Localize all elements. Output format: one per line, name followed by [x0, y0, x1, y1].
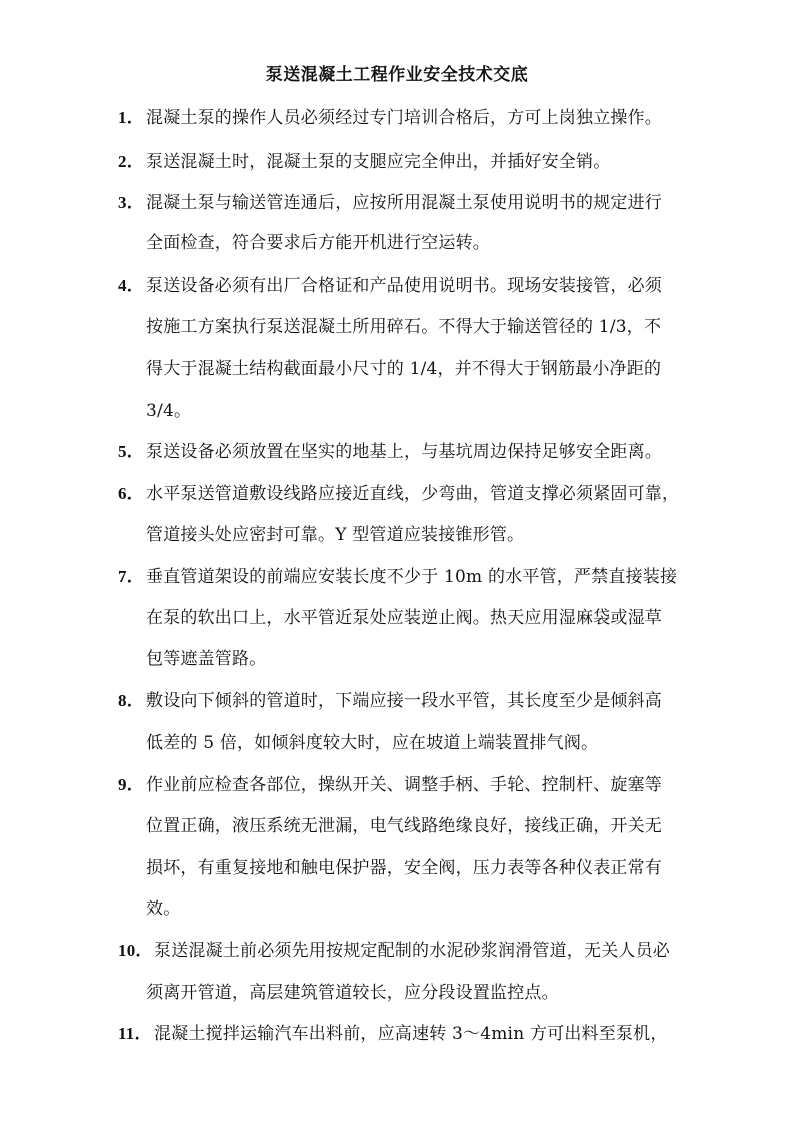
item-continuation-line: 在泵的软出口上，水平管近泵处应装逆止阀。热天应用湿麻袋或湿草: [146, 608, 662, 628]
item-continuation-line: 得大于混凝土结构截面最小尺寸的 1/4，并不得大于钢筋最小净距的: [146, 359, 662, 379]
item-continuation-line: 全面检查，符合要求后方能开机进行空运转。: [146, 233, 490, 253]
item-number: 11．: [118, 1024, 152, 1043]
item-number: 6．: [118, 484, 144, 503]
item-continuation-line: 效。: [146, 899, 181, 919]
item-number: 5．: [118, 442, 144, 461]
list-item-3: [118, 188, 662, 218]
item-number: 1．: [118, 108, 144, 127]
item-text: 混凝土搅拌运输汽车出料前，应高速转 3～4min 方可出料至泵机，: [154, 1024, 668, 1044]
item-text: 敷设向下倾斜的管道时，下端应接一段水平管，其长度至少是倾斜高: [146, 691, 662, 711]
item-continuation-line: 损坏，有重复接地和触电保护器，安全阀，压力表等各种仪表正常有: [146, 858, 662, 878]
item-text: 水平泵送管道敷设线路应接近直线，少弯曲，管道支撑必须紧固可靠，: [146, 484, 680, 504]
item-continuation-line: 低差的 5 倍，如倾斜度较大时，应在坡道上端装置排气阀。: [146, 733, 599, 753]
list-item-1: [118, 103, 662, 133]
item-text: 作业前应检查各部位，操纵开关、调整手柄、手轮、控制杆、旋塞等: [146, 775, 662, 795]
item-text: 泵送设备必须放置在坚实的地基上，与基坑周边保持足够安全距离。: [146, 442, 662, 462]
list-item-10: [118, 936, 670, 966]
item-number: 8．: [118, 691, 144, 710]
list-item-9: [118, 770, 662, 800]
document-title: 泵送混凝土工程作业安全技术交底: [265, 65, 529, 85]
item-text: 垂直管道架设的前端应安装长度不少于 10m 的水平管，严禁直接装接: [146, 567, 678, 587]
item-continuation-line: 3/4。: [146, 401, 192, 421]
item-text: 泵送混凝土前必须先用按规定配制的水泥砂浆润滑管道，无关人员必: [154, 941, 670, 961]
item-text: 泵送混凝土时，混凝土泵的支腿应完全伸出，并插好安全销。: [146, 152, 611, 172]
list-item-4: [118, 271, 662, 301]
item-number: 4．: [118, 276, 144, 295]
item-number: 2．: [118, 152, 144, 171]
item-continuation-line: 须离开管道，高层建筑管道较长，应分段设置监控点。: [146, 983, 559, 1003]
item-continuation-line: 按施工方案执行泵送混凝土所用碎石。不得大于输送管径的 1/3，不: [146, 317, 662, 337]
list-item-6: [118, 479, 679, 509]
item-number: 3．: [118, 193, 144, 212]
item-continuation-line: 位置正确，液压系统无泄漏，电气线路绝缘良好，接线正确，开关无: [146, 816, 662, 836]
item-continuation-line: 包等遮盖管路。: [146, 649, 267, 669]
item-text: 混凝土泵与输送管连通后，应按所用混凝土泵使用说明书的规定进行: [146, 193, 662, 213]
list-item-11: [118, 1019, 668, 1049]
item-continuation-line: 管道接头处应密封可靠。Y 型管道应装接锥形管。: [146, 525, 525, 545]
list-item-5: [118, 437, 662, 467]
item-number: 7．: [118, 567, 144, 586]
list-item-8: [118, 686, 662, 716]
item-number: 10．: [118, 941, 153, 960]
item-number: 9．: [118, 775, 144, 794]
item-text: 泵送设备必须有出厂合格证和产品使用说明书。现场安装接管，必须: [146, 276, 662, 296]
list-item-2: [118, 147, 610, 177]
list-item-7: [118, 562, 677, 592]
item-text: 混凝土泵的操作人员必须经过专门培训合格后，方可上岗独立操作。: [146, 108, 662, 128]
